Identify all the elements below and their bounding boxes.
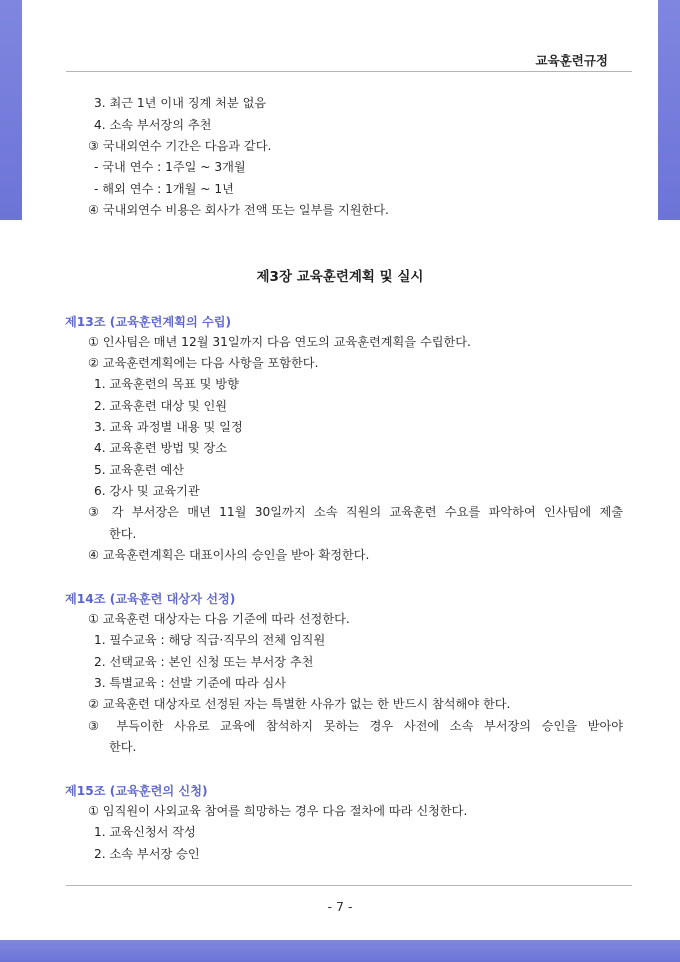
paragraph: ④ 교육훈련계획은 대표이사의 승인을 받아 확정한다. bbox=[88, 548, 370, 562]
list-item: 5. 교육훈련 예산 bbox=[94, 463, 185, 477]
page-number: - 7 - bbox=[327, 899, 353, 914]
list-item: 3. 특별교육 : 선발 기준에 따라 심사 bbox=[94, 676, 287, 690]
paragraph: ① 임직원이 사외교육 참여를 희망하는 경우 다음 절차에 따라 신청한다. bbox=[88, 804, 468, 818]
list-item: 2. 소속 부서장 승인 bbox=[94, 847, 200, 861]
list-item: 2. 교육훈련 대상 및 인원 bbox=[94, 399, 228, 413]
article-15-title: 제15조 (교육훈련의 신청) bbox=[65, 784, 208, 798]
paragraph: ① 교육훈련 대상자는 다음 기준에 따라 선정한다. bbox=[88, 612, 350, 626]
list-item: 2. 선택교육 : 본인 신청 또는 부서장 추천 bbox=[94, 655, 314, 669]
list-item: 3. 최근 1년 이내 징계 처분 없음 bbox=[94, 96, 267, 110]
document-page bbox=[22, 0, 658, 940]
article-14-title: 제14조 (교육훈련 대상자 선정) bbox=[65, 592, 236, 606]
paragraph: ① 인사팀은 매년 12월 31일까지 다음 연도의 교육훈련계획을 수립한다. bbox=[88, 335, 471, 349]
header-rule bbox=[66, 71, 632, 72]
paragraph-continuation: 한다. bbox=[109, 740, 137, 754]
footer-rule bbox=[66, 885, 632, 886]
list-item: 1. 교육훈련의 목표 및 방향 bbox=[94, 377, 239, 391]
paragraph: ③ 각 부서장은 매년 11월 30일까지 소속 직원의 교육훈련 수요를 파악하여 인사팀에 제출 bbox=[88, 505, 623, 519]
list-item: 3. 교육 과정별 내용 및 일정 bbox=[94, 420, 243, 434]
paragraph-continuation: 한다. bbox=[109, 527, 137, 541]
paragraph: ③ 부득이한 사유로 교육에 참석하지 못하는 경우 사전에 소속 부서장의 승인을 받아야 bbox=[88, 719, 623, 733]
list-item: - 해외 연수 : 1개월 ~ 1년 bbox=[94, 182, 234, 196]
bottom-decor-band bbox=[0, 940, 680, 962]
chapter-title: 제3장 교육훈련계획 및 실시 bbox=[256, 269, 424, 285]
list-item: 4. 교육훈련 방법 및 장소 bbox=[94, 441, 228, 455]
article-13-title: 제13조 (교육훈련계획의 수립) bbox=[65, 315, 232, 329]
list-item: - 국내 연수 : 1주일 ~ 3개월 bbox=[94, 160, 246, 174]
paragraph: ② 교육훈련계획에는 다음 사항을 포함한다. bbox=[88, 356, 319, 370]
paragraph: ④ 국내외연수 비용은 회사가 전액 또는 일부를 지원한다. bbox=[88, 203, 389, 217]
list-item: 1. 필수교육 : 해당 직급·직무의 전체 임직원 bbox=[94, 633, 326, 647]
list-item: 6. 강사 및 교육기관 bbox=[94, 484, 200, 498]
header-title: 교육훈련규정 bbox=[535, 53, 608, 68]
paragraph: ③ 국내외연수 기간은 다음과 같다. bbox=[88, 139, 272, 153]
paragraph: ② 교육훈련 대상자로 선정된 자는 특별한 사유가 없는 한 반드시 참석해야 한다. bbox=[88, 697, 511, 711]
list-item: 4. 소속 부서장의 추천 bbox=[94, 118, 212, 132]
list-item: 1. 교육신청서 작성 bbox=[94, 825, 196, 839]
